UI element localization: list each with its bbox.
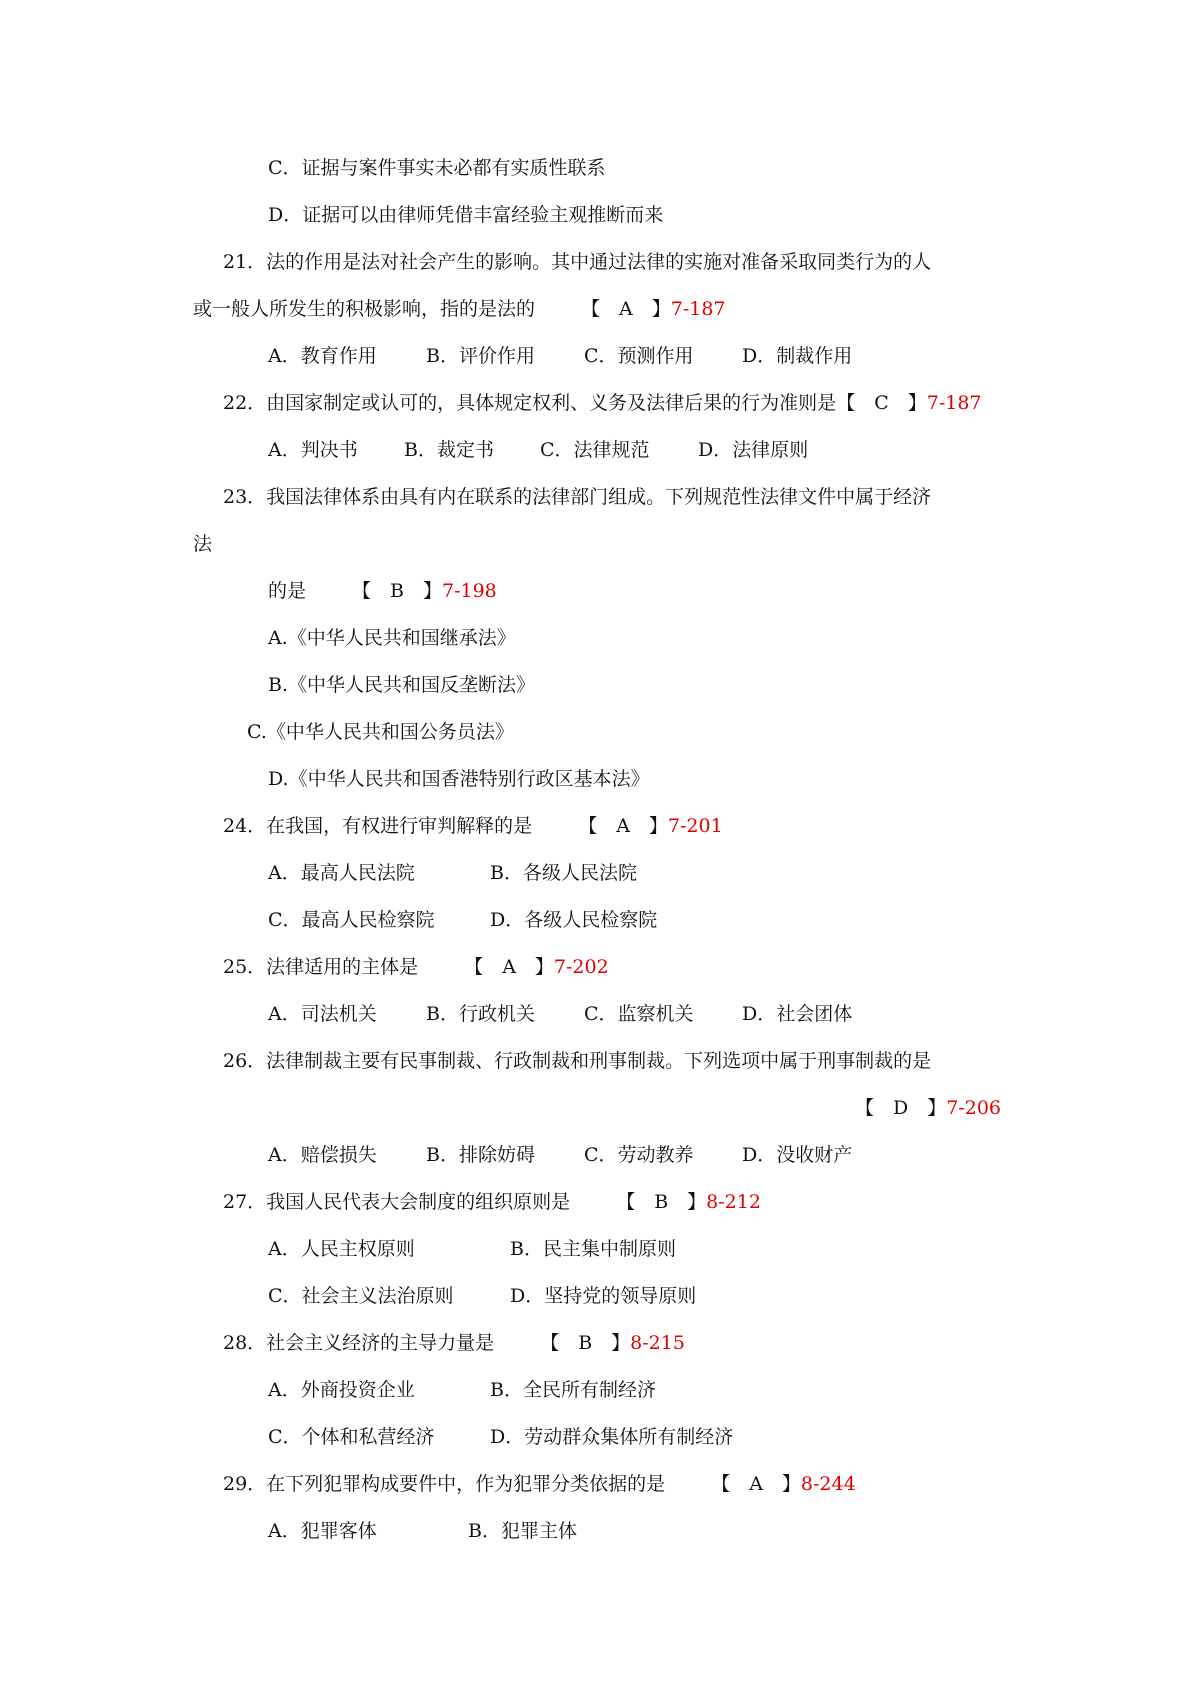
q29-stem: 29．在下列犯罪构成要件中，作为犯罪分类依据的是 【 A 】8-244 [223,1473,856,1495]
q27-options-ab: A．人民主权原则 B．民主集中制原则 [268,1238,676,1260]
answer-bracket: 【 B 】 [352,580,442,602]
q28-options-ab: A．外商投资企业 B．全民所有制经济 [268,1379,656,1401]
answer-bracket: 【 A 】 [581,298,671,320]
answer-bracket: 【 A 】 [711,1473,801,1495]
q23-stem-line3: 的是 【 B 】7-198 [268,580,497,602]
page-reference: 8-215 [630,1332,685,1354]
q22-options: A．判决书 B．裁定书 C．法律规范 D．法律原则 [268,439,809,461]
q29-options-ab: A．犯罪客体 B．犯罪主体 [268,1520,577,1542]
page-reference: 7-187 [926,392,982,414]
q26-options: A．赔偿损失 B．排除妨碍 C．劳动教养 D．没收财产 [268,1144,853,1166]
q27-options-cd: C．社会主义法治原则 D．坚持党的领导原则 [268,1285,697,1307]
q23-option-b: B.《中华人民共和国反垄断法》 [268,674,536,696]
page-reference: 7-202 [553,956,609,978]
q25-stem: 25．法律适用的主体是 【 A 】7-202 [223,956,609,978]
page-reference: 7-187 [670,298,726,320]
q24-stem: 24．在我国，有权进行审判解释的是 【 A 】7-201 [223,815,723,837]
q26-answer-line [855,1095,1001,1121]
q23-option-d: D.《中华人民共和国香港特别行政区基本法》 [268,768,650,790]
q23-option-c: C.《中华人民共和国公务员法》 [247,721,514,743]
q21-stem-line2: 或一般人所发生的积极影响，指的是法的 【 A 】7-187 [193,298,726,320]
q28-stem: 28．社会主义经济的主导力量是 【 B 】8-215 [223,1332,685,1354]
q20-option-d: D．证据可以由律师凭借丰富经验主观推断而来 [268,204,664,226]
q21-stem-line1: 21．法的作用是法对社会产生的影响。其中通过法律的实施对准备采取同类行为的人 [223,251,932,273]
q20-option-c: C．证据与案件事实未必都有实质性联系 [268,157,606,179]
answer-bracket: 【 B 】 [540,1332,631,1354]
q26-stem: 26．法律制裁主要有民事制裁、行政制裁和刑事制裁。下列选项中属于刑事制裁的是 [223,1050,932,1072]
page-reference: 7-206 [946,1097,1001,1119]
answer-bracket: 【 B 】 [616,1191,707,1213]
page-reference: 7-201 [667,815,723,837]
page-reference: 8-244 [800,1473,856,1495]
page-reference: 8-212 [706,1191,761,1213]
answer-bracket: 【 A 】 [578,815,668,837]
q23-option-a: A.《中华人民共和国继承法》 [268,627,516,649]
answer-bracket: 【 D 】 [854,1097,947,1119]
q24-options-cd: C．最高人民检察院 D．各级人民检察院 [268,909,658,931]
q21-options: A．教育作用 B．评价作用 C．预测作用 D．制裁作用 [268,345,853,367]
q23-stem-line1: 23．我国法律体系由具有内在联系的法律部门组成。下列规范性法律文件中属于经济 [223,486,932,508]
q27-stem: 27．我国人民代表大会制度的组织原则是 【 B 】8-212 [223,1191,761,1213]
q25-options: A．司法机关 B．行政机关 C．监察机关 D．社会团体 [268,1003,853,1025]
q22-stem: 22．由国家制定或认可的，具体规定权利、义务及法律后果的行为准则是【 C 】7-187 [223,392,982,414]
q24-options-ab: A．最高人民法院 B．各级人民法院 [268,862,637,884]
q28-options-cd: C．个体和私营经济 D．劳动群众集体所有制经济 [268,1426,734,1448]
answer-bracket: 【 C 】 [836,392,927,414]
page-reference: 7-198 [441,580,497,602]
q23-stem-line2: 法 [193,533,213,555]
answer-bracket: 【 A 】 [464,956,554,978]
